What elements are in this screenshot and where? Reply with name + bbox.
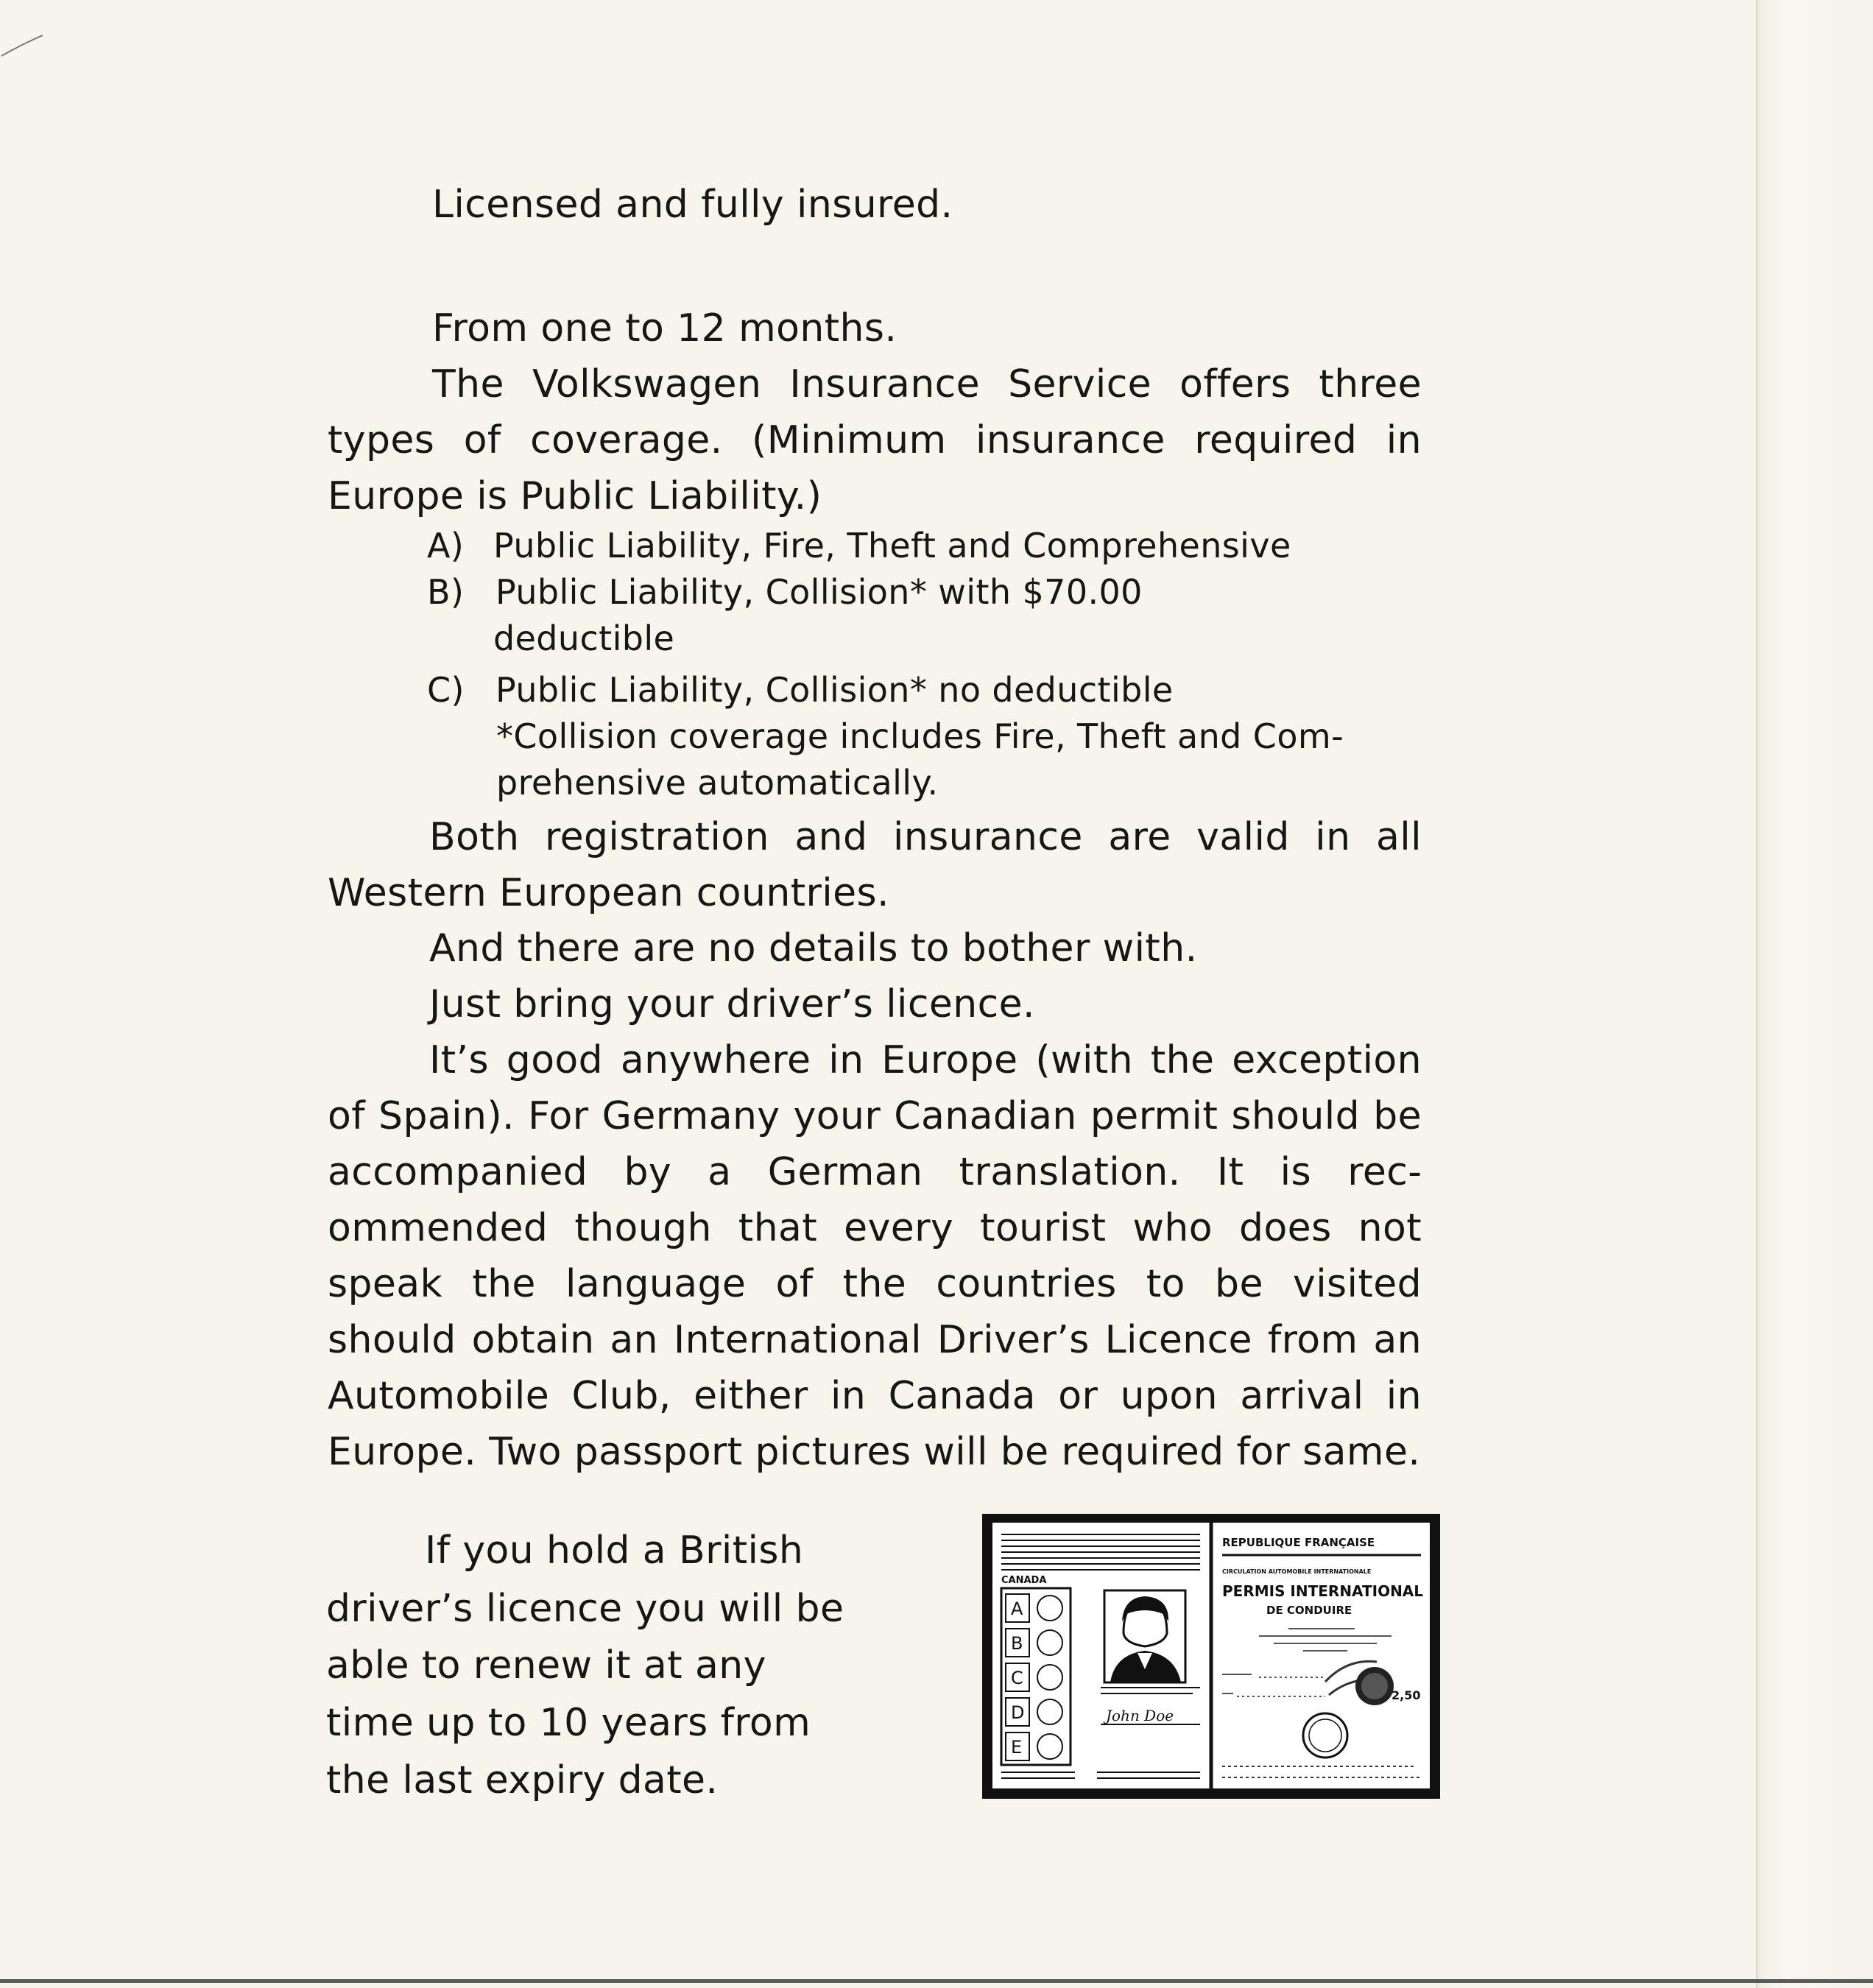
coverage-text-b: Public Liability, Collision* with $70.00 [495,572,1143,612]
coverage-item-b [427,569,1143,616]
licensed-line: Licensed and fully insured. [432,183,953,227]
british-line-5: the last expiry date. [326,1758,719,1802]
details-line: And there are no details to bother with. [429,926,1198,970]
coverage-label-a: A) [427,526,465,565]
bottom-rule [0,1979,1873,1983]
licence-republic: REPUBLIQUE FRANÇAISE [1222,1536,1375,1549]
licence-country: CANADA [1001,1575,1047,1586]
licence-line: Just bring your driver’s licence. [429,982,1035,1026]
months-line: From one to 12 months. [432,306,897,350]
licence-cat-a: A [1011,1598,1023,1619]
page-edge [1756,0,1873,1988]
british-line-4: time up to 10 years from [326,1701,811,1745]
coverage-label-c: C) [427,670,465,710]
international-licence-illustration [979,1511,1443,1802]
licence-permis: PERMIS INTERNATIONAL [1222,1582,1424,1600]
coverage-label-b: B) [427,572,465,612]
insurance-paragraph: The Volkswagen Insurance Service offers three types of coverage. (Minimum insurance required in Europe is Public Liability.) [328,362,1422,518]
coverage-text-b-cont: deductible [493,618,675,658]
licence-cat-e: E [1011,1737,1023,1758]
corner-mark [0,29,44,59]
coverage-text-c: Public Liability, Collision* no deductible [495,670,1174,710]
licence-conduire: DE CONDUIRE [1266,1604,1352,1617]
coverage-text-a: Public Liability, Fire, Theft and Comprehensive [493,526,1291,565]
licence-cat-c: C [1011,1668,1023,1688]
coverage-item-c [427,667,1174,713]
validity-paragraph: Both registration and insurance are valid in all Western European countries. [328,815,1422,915]
licence-cat-d: D [1011,1702,1025,1723]
licence-cat-b: B [1011,1633,1023,1654]
footnote-line-1: *Collision coverage includes Fire, Theft and Com- [496,716,1344,756]
british-line-1: If you hold a British [425,1529,804,1573]
coverage-item-a [427,523,1291,569]
licence-stamp-value: 2,50 [1391,1688,1421,1702]
licence-photo [1104,1590,1185,1682]
europe-paragraph: It’s good anywhere in Europe (with the exception of Spain). For Germany your Canadian permit should be accompanied by a German translation. It is recommended though that every tourist who does not speak the language of the countries to be visited should obtain an International Driver’s Licence from an Automobile Club, either in Canada or upon arrival in Europe. Two passport pictures will be required for same. [328,1038,1422,1474]
footnote-line-2: prehensive automatically. [496,763,939,803]
british-line-3: able to renew it at any [326,1643,766,1688]
british-line-2: driver’s licence you will be [326,1587,844,1631]
licence-signature: John Doe [1106,1707,1174,1724]
licence-circulation: CIRCULATION AUTOMOBILE INTERNATIONALE [1222,1568,1372,1575]
